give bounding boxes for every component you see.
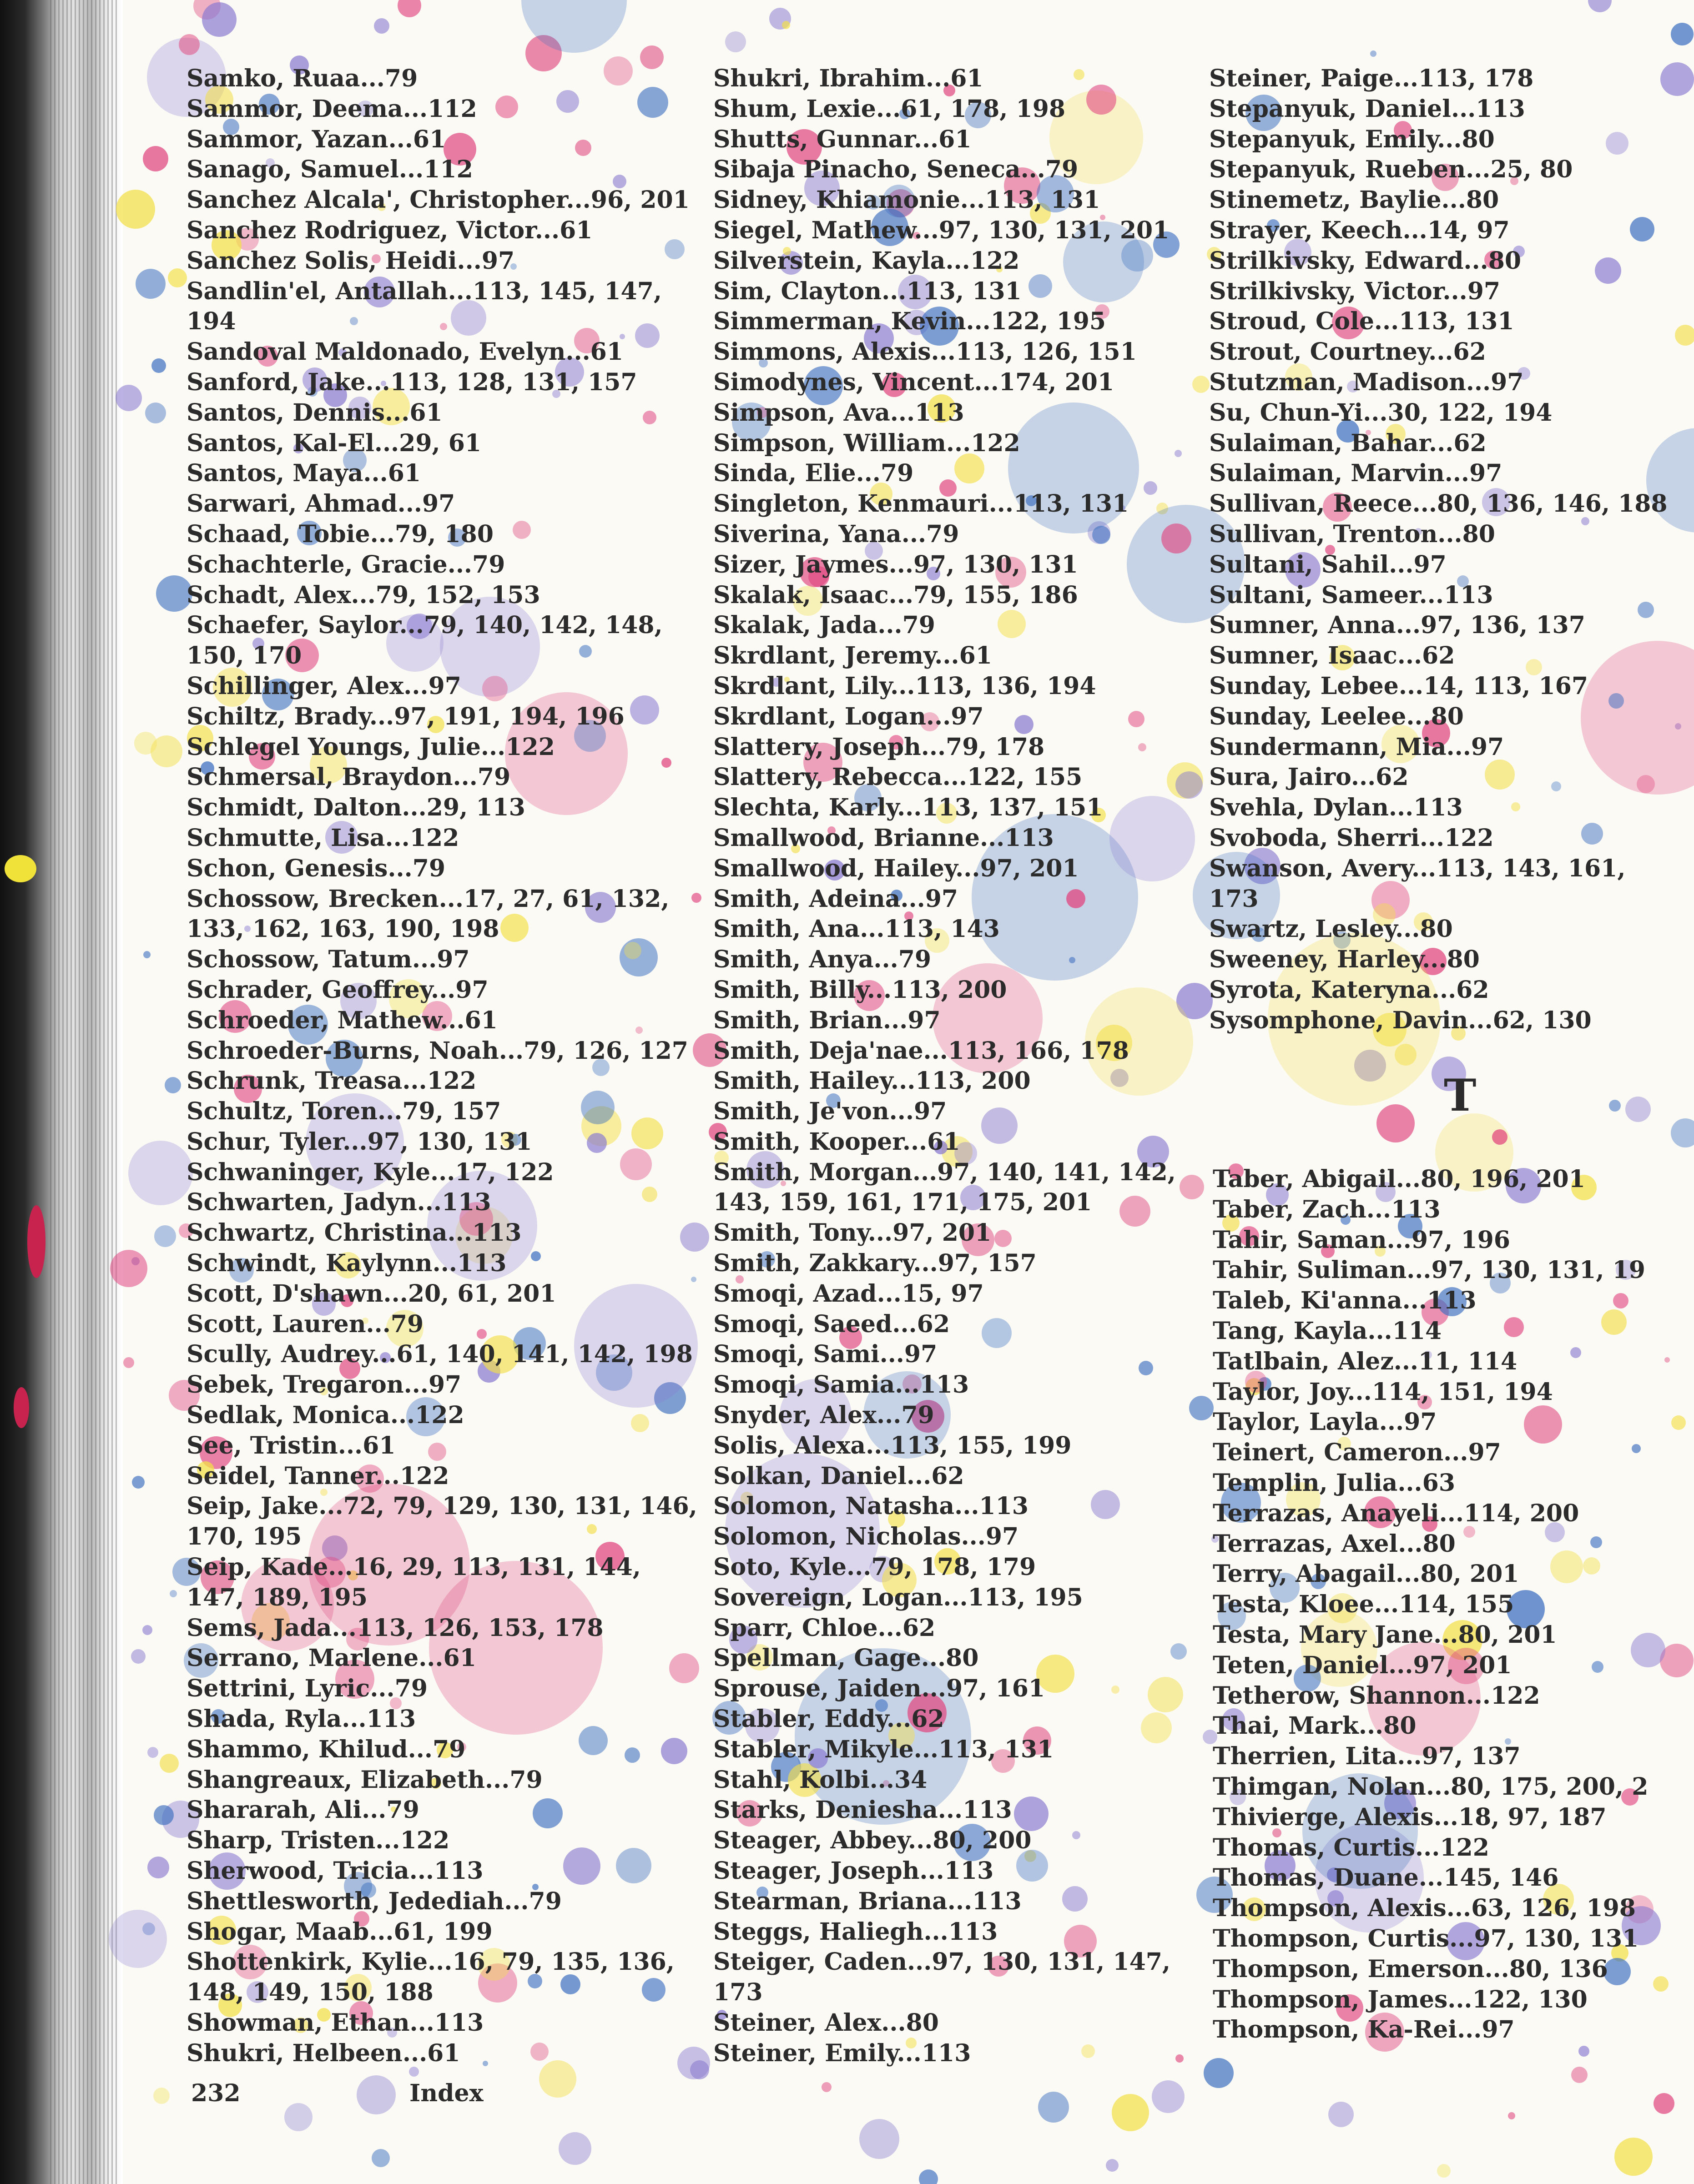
index-entry: Smoqi, Samia...113 <box>713 1371 969 1399</box>
paint-dot <box>372 2149 390 2167</box>
index-entry: Schwindt, Kaylynn...113 <box>187 1249 507 1278</box>
index-entry: Tang, Kayla...114 <box>1213 1317 1442 1345</box>
index-entry: Steiger, Caden...97, 130, 131, 147, 173 <box>713 1948 1171 2007</box>
index-entry: Sharp, Tristen...122 <box>187 1827 450 1855</box>
index-entry: Sizer, Jaymes...97, 130, 131 <box>713 550 1078 579</box>
index-entry: Stahl, Kolbi...34 <box>713 1766 928 1794</box>
index-entry: Shararah, Ali...79 <box>187 1796 419 1824</box>
paint-dot <box>168 268 187 287</box>
index-entry: Sprouse, Jaiden...97, 161 <box>713 1675 1045 1703</box>
index-entry: Stearman, Briana...113 <box>713 1887 1022 1915</box>
index-entry: Sumner, Isaac...62 <box>1209 642 1455 670</box>
index-entry: Steager, Abbey...80, 200 <box>713 1827 1032 1855</box>
index-entry: Sulaiman, Marvin...97 <box>1209 459 1502 488</box>
paint-dot <box>134 732 157 755</box>
index-entry: Sumner, Anna...97, 136, 137 <box>1209 611 1585 639</box>
index-entry: Schlegel Youngs, Julie...122 <box>187 733 555 761</box>
index-entry: Singleton, Kenmauri...113, 131 <box>713 490 1129 518</box>
index-entry: Steggs, Haliegh...113 <box>713 1917 998 1946</box>
index-entry: Shangreaux, Elizabeth...79 <box>187 1766 543 1794</box>
index-entry: Simpson, William...122 <box>713 429 1020 457</box>
paint-dot <box>1106 2159 1119 2172</box>
index-entry: Schur, Tyler...97, 130, 131 <box>187 1127 532 1156</box>
index-entry: Sedlak, Monica...122 <box>187 1401 464 1429</box>
index-entry: Soto, Kyle...79, 178, 179 <box>713 1553 1036 1581</box>
paint-dot <box>859 2119 899 2159</box>
index-entry: Schmutte, Lisa...122 <box>187 824 459 852</box>
index-entry: Thompson, James...122, 130 <box>1213 1985 1588 2013</box>
index-entry: Scott, D'shawn...20, 61, 201 <box>187 1279 556 1308</box>
index-entry: Shammo, Khilud...79 <box>187 1735 466 1763</box>
index-entry: Schwartz, Christina...113 <box>187 1219 522 1247</box>
index-entry: Shukri, Helbeen...61 <box>187 2039 460 2067</box>
index-entry: Sultani, Sahil...97 <box>1209 550 1447 579</box>
index-entry: Steiner, Paige...113, 178 <box>1209 65 1534 92</box>
index-entry: Schon, Genesis...79 <box>187 854 446 882</box>
index-entry: Sanford, Jake...113, 128, 131, 157 <box>187 368 637 396</box>
index-column-3-t-section <box>1213 1164 1694 2045</box>
paint-dot <box>143 951 151 958</box>
index-entry: Taber, Zach...113 <box>1213 1195 1441 1223</box>
index-entry: Teinert, Cameron...97 <box>1213 1439 1501 1467</box>
index-entry: Thomas, Curtis...122 <box>1213 1833 1489 1862</box>
paint-dot <box>147 1857 169 1878</box>
paint-dot <box>1614 2138 1653 2176</box>
index-entry: Steiner, Emily...113 <box>713 2039 971 2067</box>
paint-dot <box>170 1590 177 1597</box>
index-entry: Sullivan, Reece...80, 136, 146, 188 <box>1209 490 1668 518</box>
index-entry: Smith, Adeina...97 <box>713 885 958 913</box>
index-entry: Seip, Kade...16, 29, 113, 131, 144, 147, 189, 195 <box>187 1553 641 1611</box>
index-entry: Templin, Julia...63 <box>1213 1469 1455 1497</box>
index-entry: Solomon, Natasha...113 <box>713 1492 1028 1520</box>
index-entry: Sulaiman, Bahar...62 <box>1209 429 1487 457</box>
paint-dot <box>1038 2092 1069 2123</box>
index-entry: Schroeder, Mathew...61 <box>187 1006 498 1034</box>
index-entry: Serrano, Marlene...61 <box>187 1644 476 1672</box>
paint-dot <box>1370 50 1376 57</box>
index-entry: Stepanyuk, Rueben...25, 80 <box>1209 156 1573 184</box>
index-entry: Starks, Deniesha...113 <box>713 1796 1012 1824</box>
index-entry: Smith, Billy...113, 200 <box>713 976 1007 1004</box>
index-entry: Skrdlant, Logan...97 <box>713 702 984 730</box>
index-entry: Testa, Kloee...114, 155 <box>1213 1590 1514 1619</box>
index-entry: Thompson, Curtis...97, 130, 131 <box>1213 1924 1639 1953</box>
index-entry: Strout, Courtney...62 <box>1209 338 1486 366</box>
paint-dot <box>147 1747 158 1758</box>
index-entry: Spellman, Gage...80 <box>713 1644 979 1672</box>
paint-dot <box>1204 2058 1234 2088</box>
index-entry: Sinda, Elie...79 <box>713 459 914 488</box>
index-entry: Sandlin'el, Antallah...113, 145, 147, 194 <box>187 277 662 336</box>
index-entry: Skrdlant, Jeremy...61 <box>713 642 992 670</box>
paint-dot <box>142 1625 152 1635</box>
index-entry: Schultz, Toren...79, 157 <box>187 1097 501 1126</box>
index-entry: Smith, Je'von...97 <box>713 1097 947 1126</box>
index-entry: Sura, Jairo...62 <box>1209 763 1409 791</box>
index-entry: Sundermann, Mia...97 <box>1209 733 1504 761</box>
index-entry: Smith, Kooper...61 <box>713 1127 960 1156</box>
index-entry: Smith, Morgan...97, 140, 141, 142, 143, 159, 161, 171, 175, 201 <box>713 1158 1176 1217</box>
index-entry: Schroeder-Burns, Noah...79, 126, 127 <box>187 1037 688 1065</box>
index-entry: Showman, Ethan...113 <box>187 2009 484 2037</box>
index-entry: Shukri, Ibrahim...61 <box>713 65 983 92</box>
paint-dot <box>559 2132 591 2165</box>
index-entry: Samko, Ruaa...79 <box>187 65 418 92</box>
index-entry: Thompson, Alexis...63, 126, 198 <box>1213 1894 1636 1922</box>
index-entry: Shum, Lexie...61, 178, 198 <box>713 95 1066 123</box>
index-entry: Schachterle, Gracie...79 <box>187 550 505 579</box>
paint-dot <box>374 18 389 34</box>
paint-dot <box>782 21 790 29</box>
index-entry: Schrader, Geoffrey...97 <box>187 976 489 1004</box>
index-entry: Smoqi, Saeed...62 <box>713 1310 950 1338</box>
index-entry: Sim, Clayton...113, 131 <box>713 277 1022 305</box>
paint-dot <box>1671 23 1694 45</box>
paint-dot <box>110 1250 147 1287</box>
index-entry: Shettlesworth, Jedediah...79 <box>187 1887 562 1915</box>
index-entry: Skrdlant, Lily...113, 136, 194 <box>713 672 1096 700</box>
index-entry: Svoboda, Sherri...122 <box>1209 824 1494 852</box>
index-entry: Simodynes, Vincent...174, 201 <box>713 368 1114 396</box>
paint-dot <box>131 1649 146 1664</box>
paint-dot <box>1588 0 1612 12</box>
index-entry: Sovereign, Logan...113, 195 <box>713 1583 1083 1611</box>
index-entry: Sems, Jada...113, 126, 153, 178 <box>187 1614 604 1642</box>
paint-dot <box>1152 2080 1185 2113</box>
index-entry: Stepanyuk, Emily...80 <box>1209 125 1495 153</box>
index-entry: Scott, Lauren...79 <box>187 1310 424 1338</box>
paint-dot <box>1192 376 1210 393</box>
paint-dot <box>160 1754 179 1773</box>
paint-dot <box>202 2 237 37</box>
index-entry: Settrini, Lyric...79 <box>187 1675 428 1703</box>
index-entry: Smith, Anya...79 <box>713 946 932 974</box>
index-entry: Smallwood, Hailey...97, 201 <box>713 854 1079 882</box>
index-entry: Sanchez Alcala', Christopher...96, 201 <box>187 186 690 214</box>
paint-dot <box>1571 2067 1588 2083</box>
index-entry: Solomon, Nicholas...97 <box>713 1523 1019 1551</box>
paint-dot <box>109 1910 167 1968</box>
index-entry: Sultani, Sameer...113 <box>1209 581 1493 609</box>
paint-dot <box>1609 1100 1621 1112</box>
index-entry: Taylor, Layla...97 <box>1213 1408 1437 1436</box>
paint-dot <box>132 1476 145 1489</box>
index-entry: Schiltz, Brady...97, 191, 194, 196 <box>187 702 625 730</box>
index-entry: Thai, Mark...80 <box>1213 1712 1417 1740</box>
index-entry: Taylor, Joy...114, 151, 194 <box>1213 1378 1553 1406</box>
index-entry: Strilkivsky, Victor...97 <box>1209 277 1501 305</box>
index-entry: Scully, Audrey...61, 140, 141, 142, 198 <box>187 1340 693 1369</box>
index-entry: Sherwood, Tricia...113 <box>187 1857 484 1885</box>
index-entry: Slattery, Rebecca...122, 155 <box>713 763 1083 791</box>
index-entry: Steager, Joseph...113 <box>713 1857 994 1885</box>
index-entry: Schossow, Brecken...17, 27, 61, 132, 133, 162, 163, 190, 198 <box>187 885 670 943</box>
paint-dot <box>1671 1118 1694 1147</box>
index-entry: Strilkivsky, Edward...80 <box>1209 247 1522 275</box>
index-entry: Thomas, Duane...145, 146 <box>1213 1864 1559 1892</box>
paint-dot <box>154 1225 176 1247</box>
index-entry: Smallwood, Brianne...113 <box>713 824 1054 852</box>
paint-dot <box>153 2088 170 2104</box>
index-entry: Sullivan, Trenton...80 <box>1209 520 1495 548</box>
index-entry: Terrazas, Axel...80 <box>1213 1530 1456 1558</box>
index-entry: Skalak, Isaac...79, 155, 186 <box>713 581 1078 609</box>
index-entry: Stinemetz, Baylie...80 <box>1209 186 1499 214</box>
index-entry: Smoqi, Sami...97 <box>713 1340 938 1369</box>
index-entry: Thimgan, Nolan...80, 175, 200, 2 <box>1213 1772 1649 1801</box>
paint-dot <box>1376 1104 1415 1142</box>
index-entry: Schmidt, Dalton...29, 113 <box>187 794 525 822</box>
index-entry: Smith, Tony...97, 201 <box>713 1219 992 1247</box>
paint-dot <box>143 146 168 171</box>
index-entry: Shada, Ryla...113 <box>187 1705 416 1733</box>
index-entry: Smith, Ana...113, 143 <box>713 915 1000 943</box>
index-entry: Sibaja Pinacho, Seneca...79 <box>713 156 1079 184</box>
index-entry: Santos, Dennis...61 <box>187 398 443 427</box>
index-entry: 173 <box>1209 885 1259 913</box>
index-entry: Schaefer, Saylor...79, 140, 142, 148, 150, 170 <box>187 611 663 670</box>
index-entry: Schaad, Tobie...79, 180 <box>187 520 494 548</box>
paint-dot <box>116 385 142 411</box>
page-number: 232 <box>191 2079 241 2107</box>
letter-heading: T <box>1444 1070 1477 1121</box>
index-entry: Schwarten, Jadyn...113 <box>187 1188 491 1217</box>
index-entry: Sparr, Chloe...62 <box>713 1614 936 1642</box>
paint-dot <box>145 403 166 423</box>
index-entry: Smith, Zakkary...97, 157 <box>713 1249 1037 1278</box>
index-column-1 <box>187 64 705 2069</box>
paint-dot <box>1654 2093 1674 2114</box>
index-entry: Sarwari, Ahmad...97 <box>187 490 455 518</box>
paint-dot <box>284 2103 313 2131</box>
index-entry: Schrunk, Treasa...122 <box>187 1067 477 1095</box>
index-entry: Taleb, Ki'anna...113 <box>1213 1287 1477 1315</box>
index-entry: Simmons, Alexis...113, 126, 151 <box>713 338 1137 366</box>
index-entry: Santos, Kal-El...29, 61 <box>187 429 482 457</box>
paint-dot <box>151 358 166 373</box>
index-entry: Su, Chun-Yi...30, 122, 194 <box>1209 398 1553 427</box>
paint-dot <box>154 1805 174 1825</box>
paint-dot <box>136 269 166 299</box>
index-entry: Solkan, Daniel...62 <box>713 1462 964 1490</box>
paint-dot <box>398 0 421 17</box>
paint-dot <box>1328 2102 1354 2127</box>
paint-dot <box>1437 2164 1451 2178</box>
index-entry: Tahir, Saman...97, 196 <box>1213 1226 1510 1254</box>
index-entry: Snyder, Alex...79 <box>713 1401 934 1429</box>
index-entry: Slechta, Karly...113, 137, 151 <box>713 794 1103 822</box>
paint-dot <box>123 1357 134 1368</box>
index-entry: Silverstein, Kayla...122 <box>713 247 1020 275</box>
index-entry: Sammor, Deema...112 <box>187 95 477 123</box>
index-entry: Syrota, Kateryna...62 <box>1209 976 1489 1004</box>
index-entry: Santos, Maya...61 <box>187 459 421 488</box>
index-entry: Simmerman, Kevin...122, 195 <box>713 307 1106 336</box>
index-entry: Swanson, Avery...113, 143, 161, <box>1209 854 1626 882</box>
index-entry: Smith, Deja'nae...113, 166, 178 <box>713 1037 1129 1065</box>
index-entry: Siegel, Mathew...97, 130, 131, 201 <box>713 216 1170 244</box>
index-entry: Smoqi, Azad...15, 97 <box>713 1279 984 1308</box>
index-entry: Siverina, Yana...79 <box>713 520 959 548</box>
index-entry: Solis, Alexa...113, 155, 199 <box>713 1431 1072 1459</box>
index-entry: Sebek, Tregaron...97 <box>187 1371 462 1399</box>
index-entry: Schadt, Alex...79, 152, 153 <box>187 581 540 609</box>
index-entry: Skalak, Jada...79 <box>713 611 935 639</box>
paint-dot <box>822 2082 832 2092</box>
index-entry: Svehla, Dylan...113 <box>1209 794 1463 822</box>
index-entry: Schillinger, Alex...97 <box>187 672 461 700</box>
paint-dot <box>725 31 746 52</box>
index-entry: Teten, Daniel...97, 201 <box>1213 1651 1512 1679</box>
index-entry: Sweeney, Harley...80 <box>1209 946 1480 974</box>
index-entry: Steiner, Alex...80 <box>713 2009 939 2037</box>
index-entry: Sunday, Leelee...80 <box>1209 702 1464 730</box>
index-entry: Schwaninger, Kyle...17, 122 <box>187 1158 554 1186</box>
index-entry: Shutts, Gunnar...61 <box>713 125 972 153</box>
index-entry: Smith, Hailey...113, 200 <box>713 1067 1031 1095</box>
index-entry: Slattery, Joseph...79, 178 <box>713 733 1045 761</box>
index-entry: Stepanyuk, Daniel...113 <box>1209 95 1525 123</box>
index-entry: Terry, Abagail...80, 201 <box>1213 1560 1519 1588</box>
index-entry: Shogar, Maab...61, 199 <box>187 1917 493 1946</box>
paint-dot <box>919 2169 938 2184</box>
paint-dot <box>1508 2112 1515 2119</box>
paint-dot <box>128 1141 193 1205</box>
index-entry: Sunday, Lebee...14, 113, 167 <box>1209 672 1588 700</box>
paint-dot <box>165 1077 181 1093</box>
paint-dot <box>1625 1097 1651 1122</box>
index-entry: Sidney, Khiamonie...113, 131 <box>713 186 1100 214</box>
index-entry: Tahir, Suliman...97, 130, 131, 19 <box>1213 1256 1645 1284</box>
index-entry: Stroud, Cole...113, 131 <box>1209 307 1514 336</box>
index-entry: Sanchez Rodriguez, Victor...61 <box>187 216 593 244</box>
index-column-3 <box>1209 64 1694 1036</box>
paint-dot <box>179 34 200 55</box>
index-entry: Terrazas, Anayeli...114, 200 <box>1213 1499 1579 1527</box>
paint-dot <box>116 190 155 229</box>
index-entry: Strayer, Keech...14, 97 <box>1209 216 1510 244</box>
index-column-2 <box>713 64 1186 2069</box>
paint-dot <box>357 2075 396 2114</box>
index-entry: Smith, Brian...97 <box>713 1006 941 1034</box>
index-entry: See, Tristin...61 <box>187 1431 396 1459</box>
paint-dot <box>1578 2046 1589 2057</box>
index-entry: Sysomphone, Davin...62, 130 <box>1209 1006 1592 1034</box>
index-entry: Therrien, Lita...97, 137 <box>1213 1742 1521 1771</box>
index-entry: Shottenkirk, Kylie...16, 79, 135, 136, 148, 149, 150, 188 <box>187 1948 675 2007</box>
index-entry: Schmersal, Braydon...79 <box>187 763 511 791</box>
paint-dot <box>1189 1396 1214 1420</box>
index-entry: Simpson, Ava...113 <box>713 398 964 427</box>
index-entry: Tetherow, Shannon...122 <box>1213 1681 1540 1710</box>
paint-dot <box>1112 2094 1149 2131</box>
index-entry: Thompson, Ka-Rei...97 <box>1213 2016 1515 2044</box>
section-label: Index <box>409 2079 484 2107</box>
index-entry: Sanago, Samuel...112 <box>187 156 473 184</box>
index-entry: Stutzman, Madison...97 <box>1209 368 1524 396</box>
index-entry: Stabler, Mikyle...113, 131 <box>713 1735 1054 1763</box>
index-entry: Testa, Mary Jane...80, 201 <box>1213 1620 1557 1649</box>
paint-dot <box>1492 1129 1507 1145</box>
index-entry: Schossow, Tatum...97 <box>187 946 470 974</box>
index-entry: Sanchez Solis, Heidi...97 <box>187 247 515 275</box>
index-entry: Stabler, Eddy...62 <box>713 1705 944 1733</box>
index-entry: Tatlbain, Alez...11, 114 <box>1213 1347 1518 1375</box>
index-entry: Sandoval Maldonado, Evelyn...61 <box>187 338 624 366</box>
index-entry: Thivierge, Alexis...18, 97, 187 <box>1213 1803 1607 1831</box>
index-entry: Thompson, Emerson...80, 136 <box>1213 1955 1608 1983</box>
index-entry: Seip, Jake...72, 79, 129, 130, 131, 146, 170, 195 <box>187 1492 697 1551</box>
index-entry: Taber, Abigail...80, 196, 201 <box>1213 1165 1585 1193</box>
index-entry: Seidel, Tanner...122 <box>187 1462 449 1490</box>
index-entry: Sammor, Yazan...61 <box>187 125 446 153</box>
index-entry: Swartz, Lesley...80 <box>1209 915 1453 943</box>
